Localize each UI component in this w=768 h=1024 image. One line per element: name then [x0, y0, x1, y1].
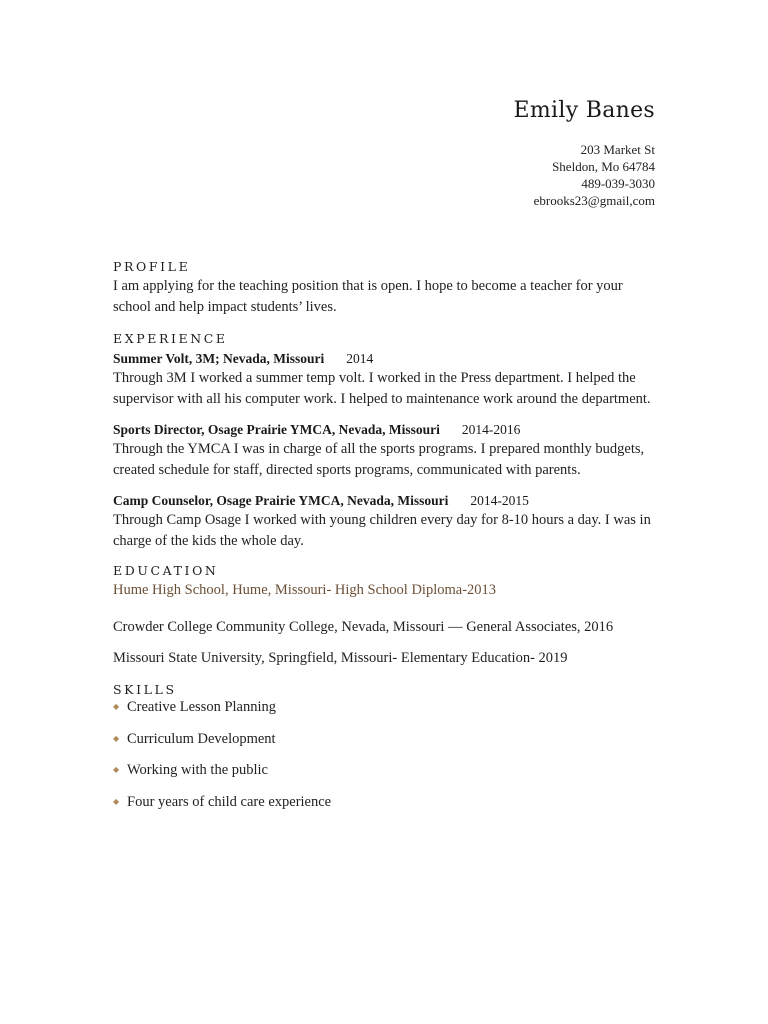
skill-text: Working with the public	[127, 762, 268, 778]
job-entry	[113, 421, 658, 480]
skills-heading: SKILLS	[113, 682, 177, 697]
job-description: Through 3M I worked a summer temp volt. I worked in the Press department. I helped the supervisor with all his computer work. I helped to maintenance work around the department.	[113, 370, 651, 407]
diamond-bullet-icon: ◆	[113, 797, 120, 806]
diamond-bullet-icon: ◆	[113, 765, 120, 774]
job-description: Through Camp Osage I worked with young children every day for 8-10 hours a day. I was in charge of the kids the whole day.	[113, 512, 651, 549]
job-title	[113, 492, 658, 510]
profile-text: I am applying for the teaching position that is open. I hope to become a teacher for your school and help impact students’ lives.	[113, 278, 623, 315]
email-address: ebrooks23@gmail,com	[533, 193, 655, 208]
skills-section	[113, 681, 658, 812]
education-entry: Crowder College Community College, Nevada, Missouri — General Associates, 2016	[113, 619, 614, 635]
job-title	[113, 350, 658, 368]
phone-number: 489-039-3030	[581, 176, 655, 191]
experience-heading: EXPERIENCE	[113, 331, 228, 346]
job-description: Through the YMCA I was in charge of all the sports programs. I prepared monthly budgets, created schedule for staff, directed sports programs, communicated with parents.	[113, 441, 645, 478]
education-heading: EDUCATION	[113, 563, 219, 578]
skill-text: Four years of child care experience	[127, 794, 332, 810]
list-item	[113, 729, 658, 749]
list-item	[113, 792, 658, 812]
job-dates: 2014	[346, 351, 374, 366]
experience-section	[113, 330, 658, 551]
resume-body	[113, 258, 658, 812]
job-dates: 2014-2016	[461, 422, 521, 437]
education-entry: Hume High School, Hume, Missouri- High School Diploma-2013	[113, 582, 497, 598]
job-title-text: Camp Counselor, Osage Prairie YMCA, Nevada, Missouri	[113, 493, 449, 508]
job-entry	[113, 350, 658, 409]
job-title	[113, 421, 658, 439]
address-line-1: 203 Market St	[580, 142, 655, 157]
job-title-text: Summer Volt, 3M; Nevada, Missouri	[113, 351, 325, 366]
education-entry: Missouri State University, Springfield, Missouri- Elementary Education- 2019	[113, 649, 568, 666]
skill-text: Creative Lesson Planning	[127, 699, 277, 715]
skills-list	[113, 697, 658, 812]
list-item	[113, 760, 658, 780]
diamond-bullet-icon: ◆	[113, 734, 120, 743]
education-section	[113, 562, 658, 668]
address-line-2: Sheldon, Mo 64784	[552, 159, 655, 174]
contact-header	[514, 98, 655, 209]
job-title-text: Sports Director, Osage Prairie YMCA, Nevada, Missouri	[113, 422, 440, 437]
profile-heading: PROFILE	[113, 259, 191, 274]
job-entry	[113, 492, 658, 551]
profile-section	[113, 258, 658, 317]
applicant-name: Emily Banes	[513, 98, 655, 123]
skill-text: Curriculum Development	[127, 731, 276, 747]
diamond-bullet-icon: ◆	[113, 702, 120, 711]
list-item	[113, 697, 658, 717]
job-dates: 2014-2015	[470, 493, 529, 508]
